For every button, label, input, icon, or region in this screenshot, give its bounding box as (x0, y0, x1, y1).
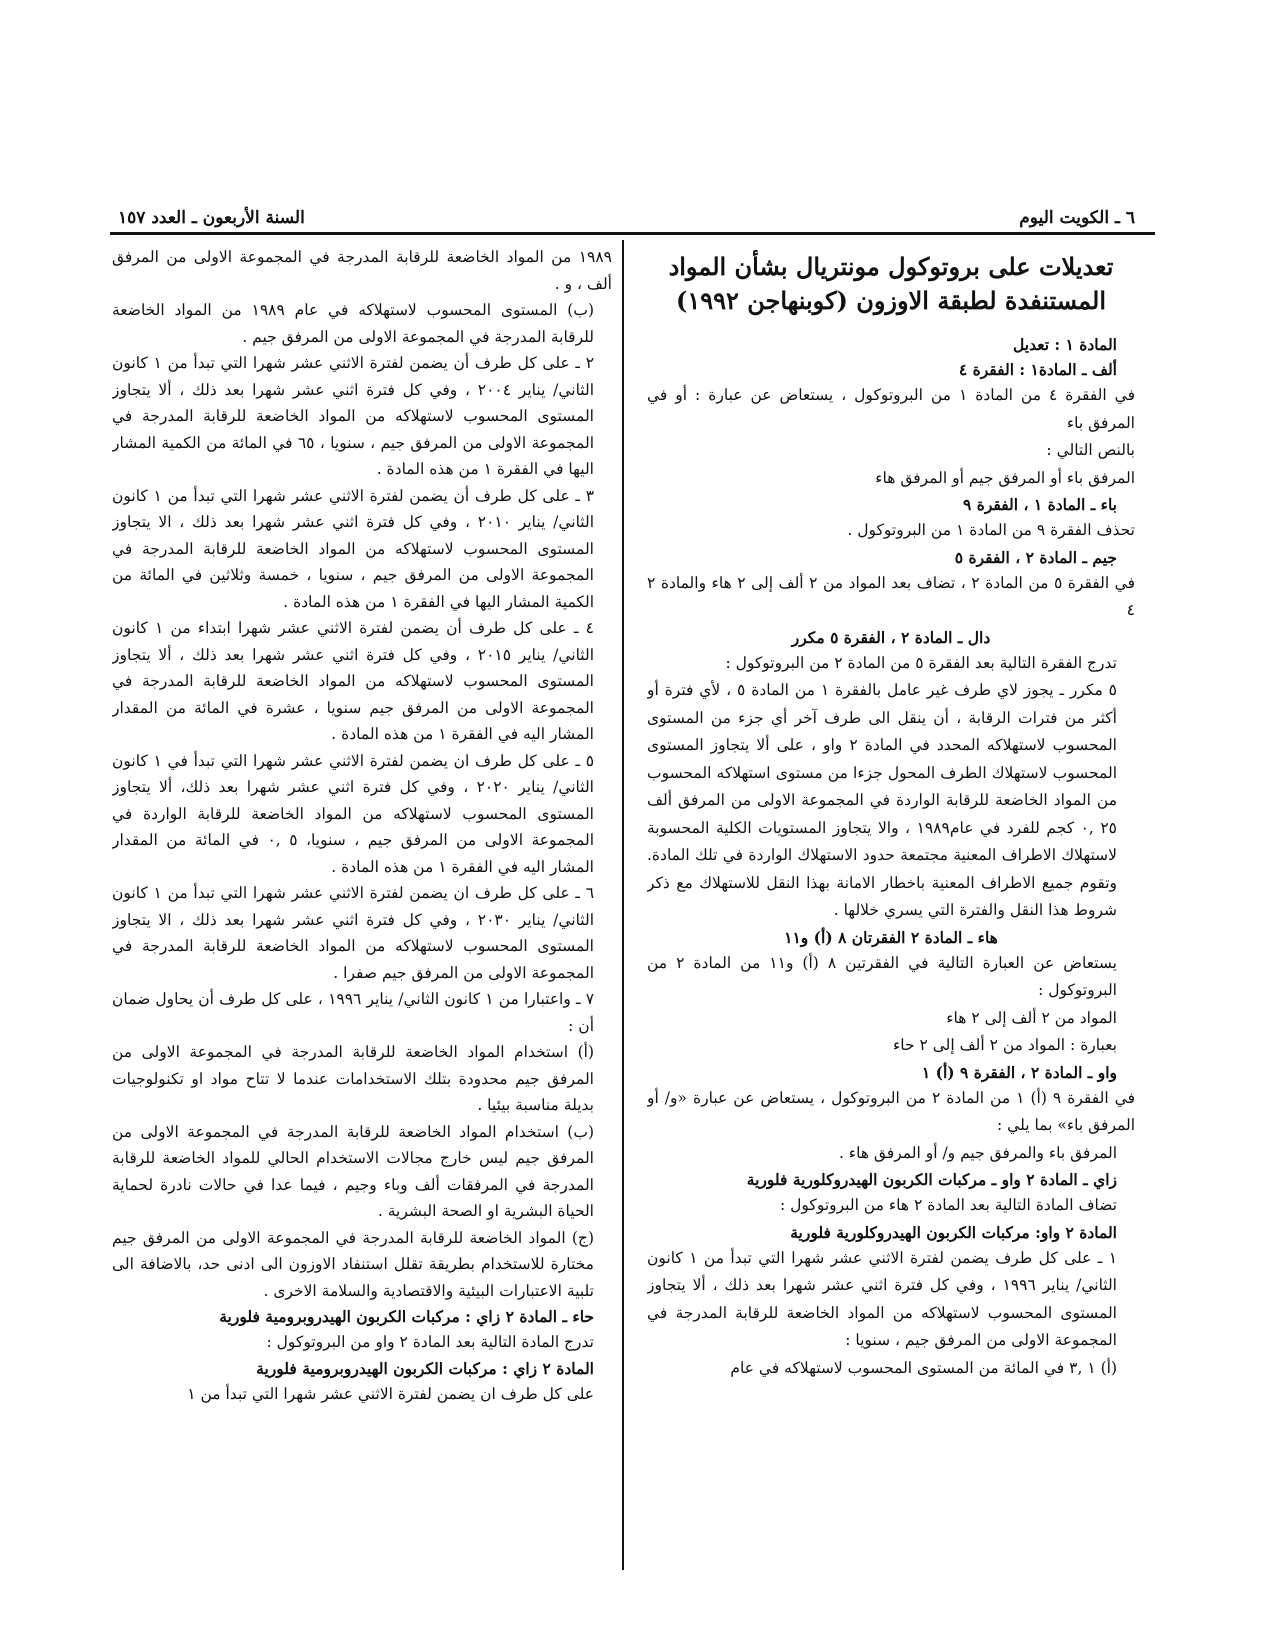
paragraph: يستعاض عن العبارة التالية في الفقرتين ٨ (أ) و١١ من المادة ٢ من البروتوكول : (647, 953, 1117, 999)
paragraph: ٢ ـ على كل طرف أن يضمن لفترة الاثني عشر شهرا التي تبدأ من ١ كانون الثاني/ يناير ٢٠٠٤ ، وفي كل فترة اثني عشر شهرا بعد ذلك ، ألا يتجاوز المستوى المحسوب لاستهلاكه من المواد الخاضعة للرقابة المدرجة في المجموعة الاولى من المرفق جيم ، سنويا ، ٦٥ في المائة من الكمية المشار اليها في الفقرة ١ من هذه المادة . (112, 354, 595, 478)
section-heading: المادة ١ : تعديل (1013, 335, 1117, 354)
paragraph: المواد من ٢ ألف إلى ٢ هاء (946, 1008, 1117, 1027)
paragraph: بعبارة : المواد من ٢ ألف إلى ٢ حاء (892, 1036, 1117, 1054)
section-heading: باء ـ المادة ١ ، الفقرة ٩ (962, 495, 1117, 514)
section-heading: زاي ـ المادة ٢ واو ـ مركبات الكربون الهيدروكلورية فلورية (746, 1170, 1117, 1189)
section-heading: هاء ـ المادة ٢ الفقرتان ٨ (أ) و١١ (784, 927, 998, 947)
paragraph: (ب) استخدام المواد الخاضعة للرقابة المدرجة في المجموعة الاولى من المرفق جيم ليس خارج مجالات الاستخدام الحالي للمواد الخاضعة للرقابة المدرجة في المرفقات ألف وباء وجيم ، فيما عدا في حالات نادرة لحماية الحياة البشرية او الصحة البشرية . (112, 1122, 594, 1220)
paragraph: (ب) المستوى المحسوب لاستهلاكه في عام ١٩٨٩ من المواد الخاضعة للرقابة المدرجة في المجموعة الاولى من المرفق جيم . (112, 301, 594, 346)
paragraph: ١٩٨٩ من المواد الخاضعة للرقابة المدرجة في المجموعة الاولى من المرفق ألف ، و . (112, 248, 612, 293)
paragraph: المرفق باء والمرفق جيم و/ أو المرفق هاء . (838, 1143, 1117, 1162)
paragraph: (ج) المواد الخاضعة للرقابة المدرجة في المجموعة الاولى من المرفق جيم مختارة للاستخدام بطريقة تقلل استنفاد الاوزون الى ادنى حد، بالاضافة الى تلبية الاعتبارات البيئية والاقتصادية والسلامة الاخرى . (112, 1228, 594, 1300)
page-header-right: ٦ ـ الكويت اليوم (1019, 208, 1135, 228)
paragraph: تضاف المادة التالية بعد المادة ٢ هاء من البروتوكول : (780, 1196, 1117, 1214)
paragraph: ٥ مكرر ـ يجوز لاي طرف غير عامل بالفقرة ١ من المادة ٥ ، لأي فترة أو أكثر من فترات الرقابة ، أن ينقل الى طرف آخر أي جزء من المستوى المحسوب لاستهلاكه المحدد في المادة ٢ واو ، على ألا يتجاوز المستوى المحسوب لاستهلاك الطرف المحول جزءا من مستوى استهلاكه المحسوب من المواد الخاضعة للرقابة الواردة في المجموعة الاولى من المرفق ألف ٢٥ ,٠ كجم للفرد في عام١٩٨٩ ، والا يتجاوز المستويات الكلية المحسوبة لاستهلاك الاطراف المعنية مجتمعة حدود الاستهلاك الواردة في تلك المادة. وتقوم جميع الاطراف المعنية باخطار الامانة بهذا النقل للاستهلاك مع ذكر شروط هذا النقل والفترة التي يسري خلالها . (647, 681, 1117, 919)
paragraph: تدرج المادة التالية بعد المادة ٢ واو من البروتوكول : (266, 1333, 594, 1351)
paragraph: ٧ ـ واعتبارا من ١ كانون الثاني/ يناير ١٩٩٦ ، على كل طرف أن يحاول ضمان أن : (112, 990, 595, 1035)
article-title: تعديلات على بروتوكول مونتريال بشأن المواد المستنفدة لطبقة الاوزون (كوبنهاجن ١٩٩٢) (668, 252, 1114, 315)
paragraph: ٥ ـ على كل طرف ان يضمن لفترة الاثني عشر شهرا التي تبدأ في ١ كانون الثاني/ يناير ٢٠٢٠ ، وفي كل فترة اثني عشر شهرا بعد ذلك، ألا يتجاوز المستوى المحسوب لاستهلاكه من المواد الخاضعة للرقابة الواردة في المجموعة الاولى من المرفق جيم ، سنويا، ٥ ,٠ في المائة من المقدار المشار اليه في الفقرة ١ من هذه المادة . (112, 751, 595, 876)
section-heading: المادة ٢ زاي : مركبات الكربون الهيدروبرومية فلورية (256, 1358, 594, 1378)
section-heading: المادة ٢ واو: مركبات الكربون الهيدروكلورية فلورية (790, 1222, 1117, 1242)
paragraph: ٦ ـ على كل طرف ان يضمن لفترة الاثني عشر شهرا التي تبدأ من ١ كانون الثاني/ يناير ٢٠٣٠ ، وفي كل فترة اثني عشر شهرا بعد ذلك ، الا يتجاوز المستوى المحسوب لاستهلاكه من المواد الخاضعة للرقابة المدرجة في المجموعة الاولى من المرفق جيم صفرا . (112, 884, 595, 982)
paragraph: تدرج الفقرة التالية بعد الفقرة ٥ من المادة ٢ من البروتوكول : (725, 653, 1117, 672)
paragraph: في الفقرة ٤ من المادة ١ من البروتوكول ، يستعاض عن عبارة : أو في المرفق باء (647, 386, 1135, 432)
section-heading: جيم ـ المادة ٢ ، الفقرة ٥ (954, 547, 1117, 567)
left-column (112, 244, 612, 1574)
section-heading: حاء ـ المادة ٢ زاي : مركبات الكربون الهيدروبرومية فلورية (219, 1307, 594, 1326)
paragraph: (أ) استخدام المواد الخاضعة للرقابة المدرجة في المجموعة الاولى من المرفق جيم محدودة بتلك الاستخدامات عندما لا تتاح مواد او تكنولوجيات بديلة مناسبة بيئيا . (112, 1043, 594, 1114)
header-rule (110, 232, 1155, 235)
section-heading: دال ـ المادة ٢ ، الفقرة ٥ مكرر (791, 627, 991, 647)
paragraph: في الفقرة ٩ (أ) ١ من المادة ٢ من البروتوكول ، يستعاض عن عبارة «و/ أو المرفق باء» بما يلي : (647, 1088, 1135, 1134)
column-separator (622, 240, 624, 1570)
paragraph: بالنص التالي : (1046, 441, 1135, 459)
paragraph: على كل طرف ان يضمن لفترة الاثني عشر شهرا التي تبدأ من ١ (187, 1384, 594, 1403)
paragraph: ١ ـ على كل طرف يضمن لفترة الاثني عشر شهرا التي تبدأ من ١ كانون الثاني/ يناير ١٩٩٦ ، وفي كل فترة اثني عشر شهرا بعد ذلك ، ألا يتجاوز المستوى المحسوب لاستهلاكه من المواد الخاضعة للرقابة المدرجة في المجموعة الاولى من المرفق جيم ، سنويا : (647, 1248, 1118, 1349)
paragraph: ٣ ـ على كل طرف أن يضمن لفترة الاثني عشر شهرا التي تبدأ من ١ كانون الثاني/ يناير ٢٠١٠ ، وفي كل فترة اثني عشر شهرا بعد ذلك ، الا يتجاوز المستوى المحسوب لاستهلاكه من المواد الخاضعة للرقابة المدرجة في المجموعة الاولى من المرفق جيم ، سنويا ، خمسة وثلاثين في المائة من الكمية المشار اليها في الفقرة ١ من هذه المادة . (112, 486, 595, 611)
paragraph: ٤ ـ على كل طرف أن يضمن لفترة الاثني عشر شهرا ابتداء من ١ كانون الثاني/ يناير ٢٠١٥ ، وفي كل فترة اثني عشر شهرا بعد ذلك ، ألا يتجاوز المستوى المحسوب لاستهلاكه من المواد الخاضعة للرقابة المدرجة في المجموعة الاولى من المرفق جيم سنويا ، عشرة في المائة من المقدار المشار اليه في الفقرة ١ من هذه المادة . (112, 619, 595, 743)
paragraph: تحذف الفقرة ٩ من المادة ١ من البروتوكول . (847, 521, 1135, 539)
section-heading: ألف ـ المادة١ : الفقرة ٤ (958, 360, 1117, 379)
page-header-left: السنة الأربعون ـ العدد ١٥٧ (118, 208, 305, 228)
paragraph: المرفق باء أو المرفق جيم أو المرفق هاء (875, 468, 1135, 487)
right-column (647, 244, 1135, 1574)
paragraph: (أ) ١ ,٣ في المائة من المستوى المحسوب لاستهلاكه في عام (730, 1358, 1117, 1377)
section-heading: واو ـ المادة ٢ ، الفقرة ٩ (أ) ١ (921, 1062, 1117, 1082)
paragraph: في الفقرة ٥ من المادة ٢ ، تضاف بعد المواد من ٢ ألف إلى ٢ هاء والمادة ٢ ٤ (647, 573, 1135, 619)
